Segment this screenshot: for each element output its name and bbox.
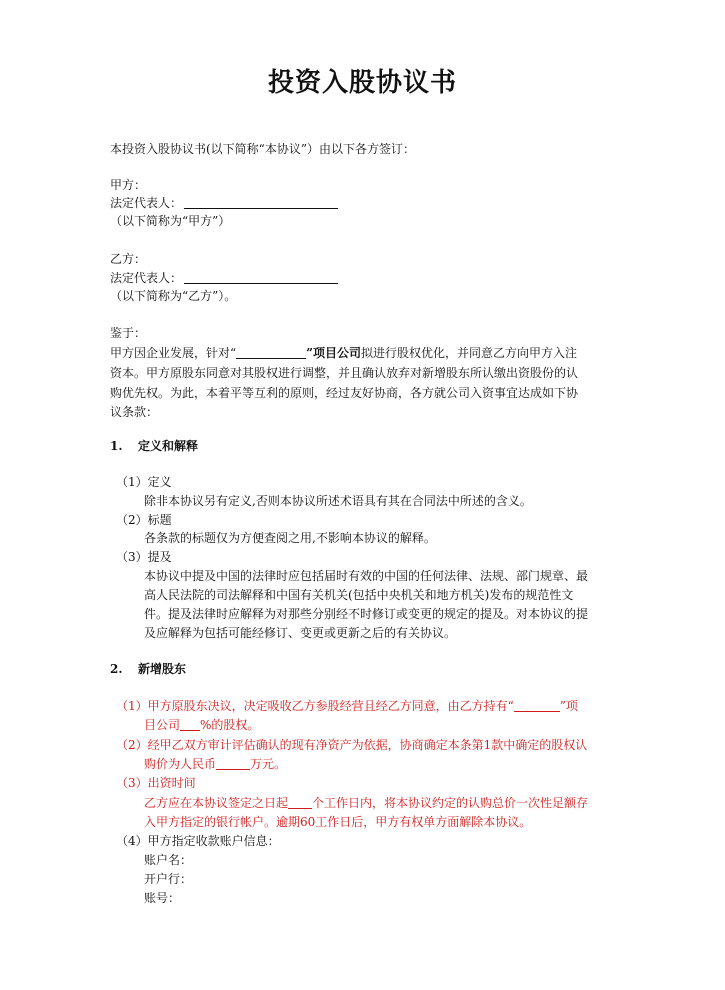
s2-project-blank[interactable]	[514, 699, 560, 712]
s2-item-2-line-2	[144, 756, 286, 772]
party-a-label: 甲方：	[110, 178, 147, 192]
s1-item-3-label: （3）提及	[116, 550, 172, 564]
account-name-label: 账户名：	[144, 853, 193, 867]
whereas-l1-c: 拟进行股权优化，并同意乙方向甲方入注	[361, 346, 578, 360]
party-a-rep-label: 法定代表人：	[110, 196, 183, 210]
whereas-l1-a: 甲方因企业发展，针对“	[110, 346, 237, 360]
project-name-blank[interactable]	[236, 346, 306, 359]
s2-item-3-label: （3）出资时间	[116, 776, 196, 790]
party-a-rep-blank[interactable]	[184, 196, 338, 209]
s1-item-3-line-3: 件。提及法律时应解释为对那些分别经不时修订或变更的规定的提及。对本协议的提	[144, 607, 589, 621]
whereas-line-1	[110, 345, 577, 361]
whereas-line-2: 资本。甲方原股东同意对其股权进行调整，并且确认放弃对新增股东所认缴出资股份的认	[110, 366, 579, 380]
s1-item-1-text: 除非本协议另有定义,否则本协议所述术语具有其在合同法中所述的含义。	[144, 494, 532, 508]
s2-item-4-label: （4）甲方指定收款账户信息：	[116, 834, 280, 848]
party-a-alias: （以下简称为“甲方”）	[110, 214, 231, 228]
s2-item-1-d: %的股权。	[200, 718, 260, 732]
party-b-alias: （以下简称为“乙方”）。	[110, 289, 237, 303]
whereas-line-4: 议条款：	[110, 405, 159, 419]
account-number-label: 账号：	[144, 891, 181, 905]
s2-item-3-line-2: 入甲方指定的银行帐户。逾期60工作日后，甲方有权单方面解除本协议。	[144, 815, 532, 829]
s1-item-2-label: （2）标题	[116, 513, 172, 527]
s2-item-1-b: ”项	[559, 699, 578, 713]
section-2-heading	[110, 660, 186, 677]
s2-item-1-a: （1）甲方原股东决议，决定吸收乙方参股经营且经乙方同意，由乙方持有“	[116, 699, 514, 713]
s2-item-1-c: 目公司	[144, 718, 181, 732]
s2-item-3-line-1	[144, 795, 588, 811]
bank-label: 开户行：	[144, 872, 193, 886]
whereas-label: 鉴于：	[110, 326, 147, 340]
s2-item-3-b: 个工作日内，将本协议约定的认购总价一次性足额存	[312, 796, 589, 810]
section-1-number: 1.	[110, 439, 123, 453]
section-1-title: 定义和解释	[138, 439, 199, 453]
s2-item-2-line-1: （2）经甲乙双方审计评估确认的现有净资产为依据，协商确定本条第1款中确定的股权认	[116, 738, 588, 752]
s2-item-2-b: 购价为人民币	[144, 757, 217, 771]
section-2-number: 2.	[110, 662, 123, 676]
party-b-label: 乙方：	[110, 252, 147, 266]
s1-item-3-line-1: 本协议中提及中国的法律时应包括届时有效的中国的任何法律、法规、部门规章、最	[144, 569, 589, 583]
whereas-line-3: 购优先权。为此，本着平等互利的原则，经过友好协商，各方就公司入资事宜达成如下协	[110, 386, 579, 400]
s2-item-2-c: 万元。	[250, 757, 287, 771]
s2-item-1-line-2	[144, 717, 259, 733]
party-b-rep-blank[interactable]	[184, 271, 338, 284]
party-b-rep-label: 法定代表人：	[110, 271, 183, 285]
intro-text: 本投资入股协议书(以下简称“本协议”）由以下各方签订：	[110, 142, 415, 156]
s1-item-3-line-4: 及应解释为包括可能经修订、变更或更新之后的有关协议。	[144, 626, 457, 640]
s2-item-1-line-1	[116, 698, 578, 714]
party-b-rep-line	[110, 270, 338, 286]
s1-item-2-text: 各条款的标题仅为方便查阅之用,不影响本协议的解释。	[144, 531, 436, 545]
s2-days-blank[interactable]	[288, 796, 312, 809]
s2-percent-blank[interactable]	[180, 718, 200, 731]
section-2-title: 新增股东	[138, 662, 187, 676]
party-a-rep-line	[110, 195, 338, 211]
document-title: 投资入股协议书	[267, 68, 457, 98]
s2-item-3-a: 乙方应在本协议签定之日起	[144, 796, 289, 810]
s2-price-blank[interactable]	[216, 757, 250, 770]
s1-item-1-label: （1）定义	[116, 475, 172, 489]
section-1-heading	[110, 437, 198, 454]
s1-item-3-line-2: 高人民法院的司法解释和中国有关机关(包括中央机关和地方机关)发布的规范性文	[144, 588, 574, 602]
whereas-l1-b: ”项目公司	[306, 346, 362, 360]
